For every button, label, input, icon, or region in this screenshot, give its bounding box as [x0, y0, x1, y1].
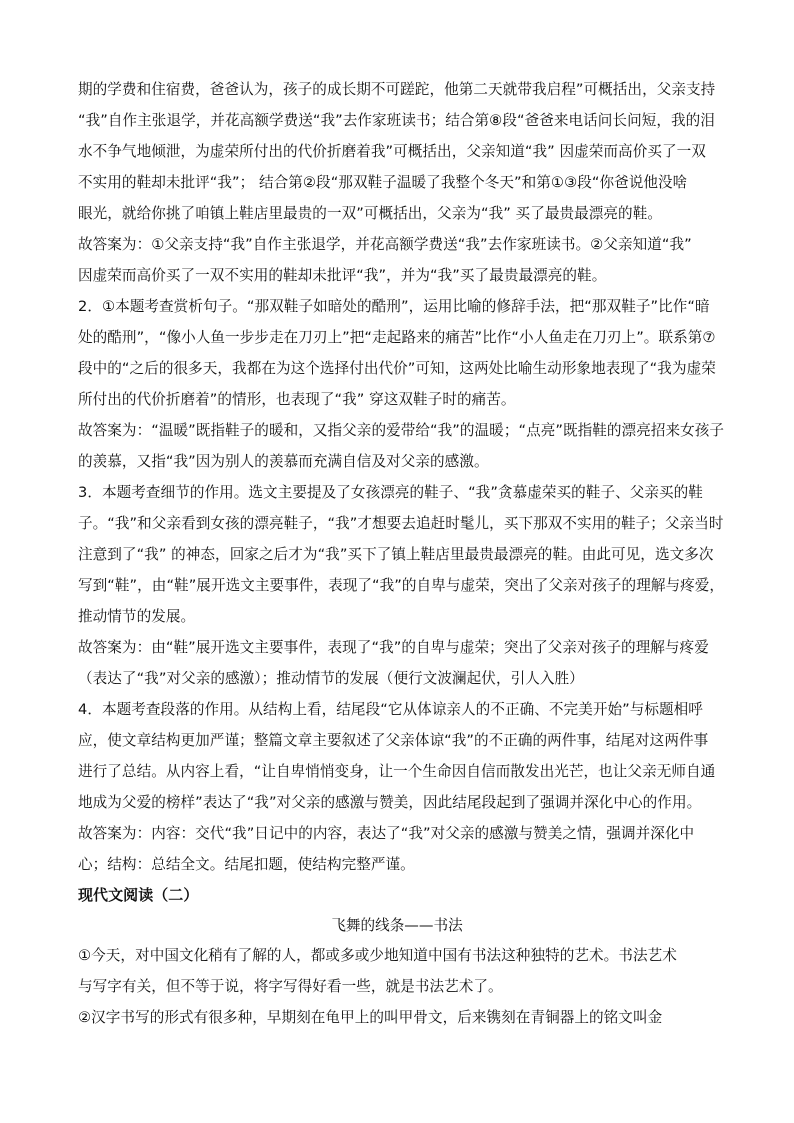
answer-line: 的羡慕，又指“我”因为别人的羡慕而充满自信及对父亲的感激。: [78, 453, 489, 470]
article-line: ①今天，对中国文化稍有了解的人，都或多或少地知道中国有书法这种独特的艺术。书法艺术: [78, 947, 677, 964]
article-line: ②汉字书写的形式有很多种，早期刻在龟甲上的叫甲骨文，后来镌刻在青铜器上的铭文叫金: [78, 1009, 663, 1026]
answer-line: （表达了“我”对父亲的感激）；推动情节的发展（便行文波澜起伏，引人入胜）: [78, 670, 584, 687]
text-line: 地成为父爱的榜样”表达了“我”对父亲的感激与赞美，因此结尾段起到了强调并深化中心的作用。: [78, 794, 702, 811]
text-line: 子。“我”和父亲看到女孩的漂亮鞋子，“我”才想要去追赶时髦儿，买下那双不实用的鞋子；父亲当时: [78, 515, 724, 532]
text-line: 应，使文章结构更加严谨；整篇文章主要叙述了父亲体谅“我”的不正确的两件事，结尾对这两件事: [78, 732, 709, 749]
text-line: 水不争气地倾泄，为虚荣所付出的代价折磨着我”可概括出，父亲知道“我” 因虚荣而高价买了一双: [78, 143, 706, 160]
answer-line: 故答案为：内容：交代“我”日记中的内容，表达了“我”对父亲的感激与赞美之情，强调并深化中: [78, 825, 695, 842]
section-heading: 现代文阅读（二）: [78, 886, 199, 904]
answer-line: 心；结构：总结全文。结尾扣题，使结构完整严谨。: [78, 856, 415, 873]
text-line: 注意到了“我” 的神态，回家之后才为“我”买下了镇上鞋店里最贵最漂亮的鞋。由此可见，选文多次: [78, 546, 714, 563]
answer-line: 故答案为：“温暖”既指鞋子的暖和，又指父亲的爱带给“我”的温暖；“点亮”既指鞋的漂亮招来女孩子: [78, 422, 725, 439]
answer-line: 故答案为：由“鞋”展开选文主要事件，表现了“我”的自卑与虚荣；突出了父亲对孩子的理解与疼爱: [78, 639, 709, 656]
text-line: 眼光，就给你挑了咱镇上鞋店里最贵的一双”可概括出，父亲为“我” 买了最贵最漂亮的鞋。: [78, 205, 662, 222]
text-line: 所付出的代价折磨着”的情形，也表现了“我” 穿这双鞋子时的痛苦。: [78, 391, 516, 408]
text-line: 推动情节的发展。: [78, 608, 196, 625]
question-3-line: 3．本题考查细节的作用。选文主要提及了女孩漂亮的鞋子、“我”贪慕虚荣买的鞋子、父亲买的鞋: [78, 484, 703, 501]
text-line: 段中的“之后的很多天，我都在为这个选择付出代价”可知，这两处比喻生动形象地表现了“我为虚荣: [78, 360, 716, 377]
text-line: 写到“鞋”，由“鞋”展开选文主要事件，表现了“我”的自卑与虚荣，突出了父亲对孩子的理解与疼爱，: [78, 577, 725, 594]
text-line: 进行了总结。从内容上看，“让自卑悄悄变身，让一个生命因自信而散发出光芒，也让父亲无师自通: [78, 763, 716, 780]
text-line: 期的学费和住宿费，爸爸认为，孩子的成长期不可蹉跎，他第二天就带我启程”可概括出，父亲支持: [78, 81, 716, 98]
answer-line: 因虚荣而高价买了一双不实用的鞋却未批评“我”，并为“我”买了最贵最漂亮的鞋。: [78, 267, 607, 284]
article-line: 与写字有关，但不等于说，将字写得好看一些，就是书法艺术了。: [78, 978, 503, 995]
answer-line: 故答案为：①父亲支持“我”自作主张退学，并花高额学费送“我”去作家班读书。②父亲知道“我”: [78, 236, 692, 253]
text-line: 不实用的鞋却未批评“我”； 结合第②段“那双鞋子温暖了我整个冬天”和第①③段“你爸说他没啥: [78, 174, 688, 191]
text-line: 处的酷刑”，“像小人鱼一步步走在刀刃上”把“走起路来的痛苦”比作“小人鱼走在刀刃上”。联系第⑦: [78, 329, 716, 346]
text-line: “我”自作主张退学，并花高额学费送“我”去作家班读书；结合第⑧段“爸爸来电话问长问短，我的泪: [78, 112, 715, 129]
article-title: 飞舞的线条——书法: [331, 917, 463, 934]
question-2-line: 2．①本题考查赏析句子。“那双鞋子如暗处的酷刑”，运用比喻的修辞手法，把“那双鞋子”比作“暗: [78, 298, 710, 315]
question-4-line: 4．本题考查段落的作用。从结构上看，结尾段“它从体谅亲人的不正确、不完美开始”与标题相呼: [78, 701, 703, 718]
